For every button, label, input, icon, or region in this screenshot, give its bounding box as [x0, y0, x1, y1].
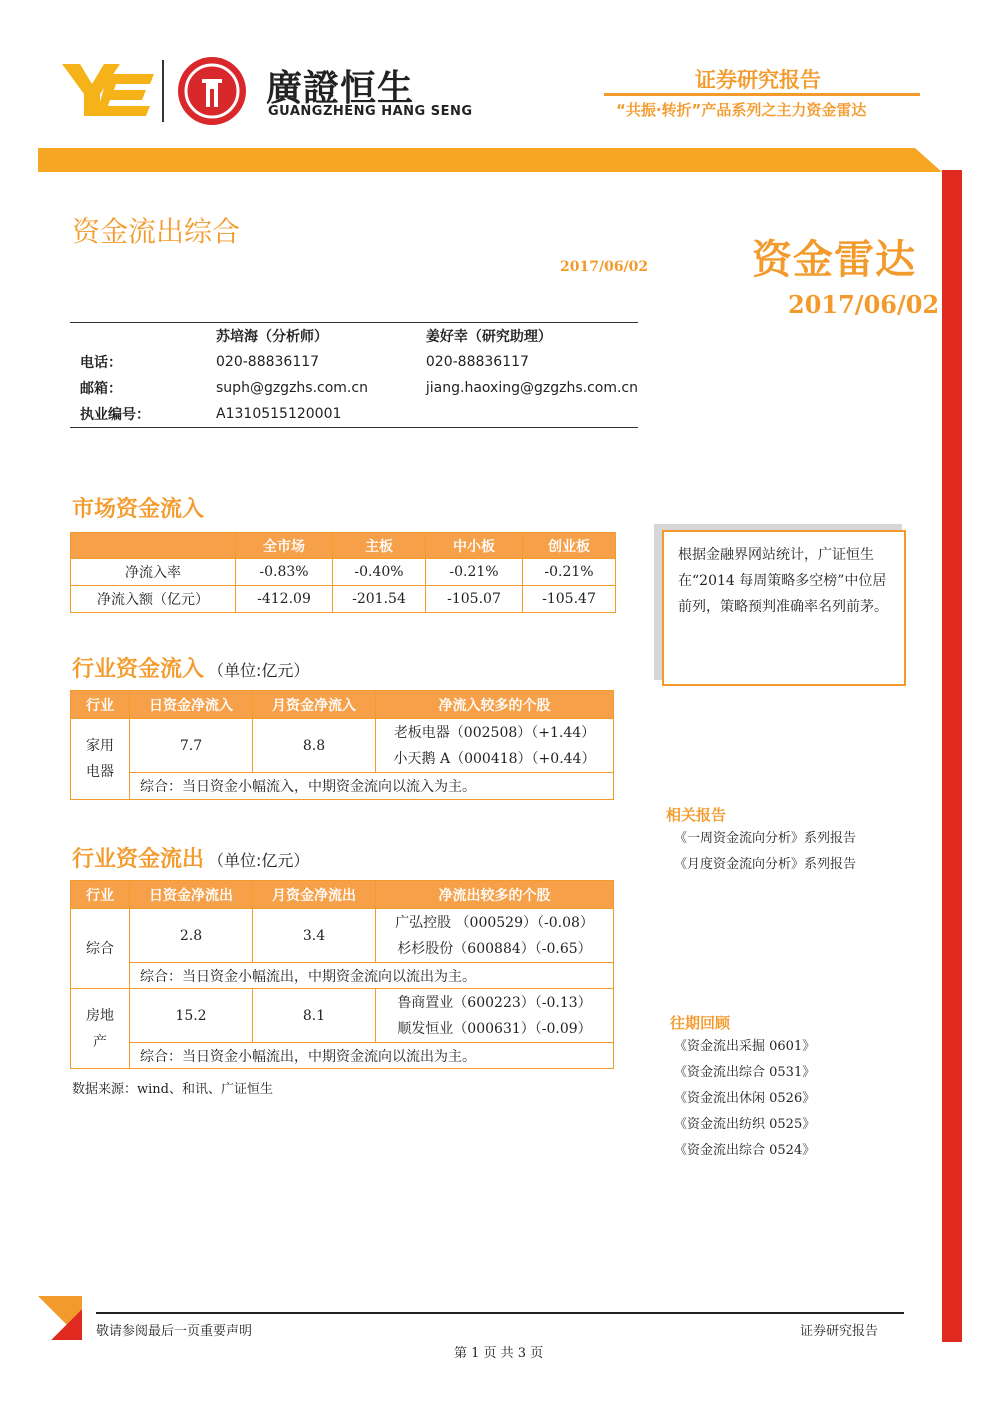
industry-cell	[71, 719, 130, 800]
email-label: 邮箱：	[80, 381, 122, 397]
monthly-value: 8.8	[253, 719, 376, 773]
outflow-header-0: 行业	[71, 881, 130, 909]
inflow-heading-text: 行业资金流入	[72, 657, 205, 682]
email-1[interactable]: suph@gzgzhs.com.cn	[216, 380, 368, 396]
hang-seng-logo-icon	[178, 57, 246, 125]
market-cell: -0.83%	[236, 559, 333, 586]
header-rule	[604, 93, 920, 96]
market-header-1: 全市场	[236, 533, 333, 559]
outflow-unit: （单位:亿元）	[208, 851, 310, 870]
daily-value: 15.2	[130, 989, 253, 1043]
market-heading: 市场资金流入	[72, 497, 205, 522]
market-header-3: 中小板	[426, 533, 523, 559]
industry-line-2: 产	[93, 1033, 107, 1050]
table-row	[71, 559, 616, 586]
industry-line-1: 综合	[86, 940, 114, 957]
company-name-en: GUANGZHENG HANG SENG	[268, 104, 473, 119]
phone-2: 020-88836117	[425, 354, 529, 370]
summary-text: 综合：当日资金小幅流入，中期资金流向以流入为主。	[130, 773, 614, 800]
analyst-info	[70, 322, 638, 428]
data-source: 数据来源：wind、和讯、广证恒生	[72, 1082, 273, 1097]
table-row	[71, 586, 616, 613]
footer-doc-type: 证券研究报告	[800, 1324, 879, 1339]
license-1: A1310515120001	[216, 406, 342, 422]
related-list	[674, 826, 856, 878]
radar-title: 资金雷达	[752, 237, 916, 283]
top-band	[38, 148, 942, 172]
doc-type: 证券研究报告	[695, 68, 821, 92]
logo-separator	[162, 60, 164, 122]
stock-line: 顺发恒业（000631）（-0.09）	[397, 1020, 592, 1037]
summary-text: 综合：当日资金小幅流出，中期资金流向以流出为主。	[130, 1043, 614, 1069]
past-item[interactable]: 《资金流出休闲 0526》	[674, 1091, 816, 1106]
past-item[interactable]: 《资金流出综合 0531》	[674, 1065, 816, 1080]
monthly-value: 3.4	[253, 909, 376, 963]
inflow-header-1: 日资金净流入	[130, 691, 253, 719]
outflow-heading-text: 行业资金流出	[72, 847, 205, 872]
market-header-2: 主板	[333, 533, 426, 559]
past-item[interactable]: 《资金流出综合 0524》	[674, 1143, 816, 1158]
report-date-right: 2017/06/02	[788, 290, 940, 319]
stocks-cell	[376, 989, 614, 1043]
analyst-name: 苏培海（分析师）	[216, 329, 329, 345]
market-cell: -0.21%	[426, 559, 523, 586]
outflow-header-2: 月资金净流出	[253, 881, 376, 909]
table-row	[71, 989, 614, 1043]
related-heading: 相关报告	[666, 806, 727, 824]
phone-1: 020-88836117	[216, 354, 320, 370]
summary-row	[71, 773, 614, 800]
summary-row	[71, 1043, 614, 1069]
assistant-name: 姜好幸（研究助理）	[425, 329, 552, 345]
license-label: 执业编号：	[80, 407, 150, 423]
report-title: 资金流出综合	[72, 215, 241, 248]
page-number: 第 1 页 共 3 页	[454, 1346, 544, 1361]
stock-line: 鲁商置业（600223）（-0.13）	[397, 994, 592, 1011]
right-red-bar	[942, 170, 962, 1342]
summary-text: 综合：当日资金小幅流出，中期资金流向以流出为主。	[130, 963, 614, 989]
market-cell: 净流入额（亿元）	[71, 586, 236, 613]
outflow-table	[70, 880, 614, 1069]
stock-line: 老板电器（002508）（+1.44）	[393, 724, 596, 741]
market-cell: -0.40%	[333, 559, 426, 586]
market-cell: -0.21%	[523, 559, 616, 586]
series-name: “共振·转折”产品系列之主力资金雷达	[616, 101, 867, 119]
footer-disclaimer: 敬请参阅最后一页重要声明	[96, 1324, 253, 1339]
stock-line: 小天鹅 A（000418）（+0.44）	[393, 750, 596, 767]
stock-line: 广弘控股 （000529）（-0.08）	[395, 914, 594, 931]
inflow-unit: （单位:亿元）	[208, 661, 310, 680]
inflow-header-0: 行业	[71, 691, 130, 719]
outflow-header-1: 日资金净流出	[130, 881, 253, 909]
industry-line-2: 电器	[86, 764, 114, 780]
inflow-header-2: 月资金净流入	[253, 691, 376, 719]
monthly-value: 8.1	[253, 989, 376, 1043]
email-2[interactable]: jiang.haoxing@gzgzhs.com.cn	[425, 380, 638, 396]
daily-value: 7.7	[130, 719, 253, 773]
past-item[interactable]: 《资金流出纺织 0525》	[674, 1117, 816, 1132]
stocks-cell	[376, 909, 614, 963]
industry-line-1: 房地	[86, 1007, 114, 1024]
past-list	[674, 1034, 815, 1164]
outflow-header-3: 净流出较多的个股	[376, 881, 614, 909]
summary-row	[71, 963, 614, 989]
note-box: 根据金融界网站统计，广证恒生在“2014 每周策略多空榜”中位居前列，策略预判准确率名列前茅。	[662, 530, 906, 686]
daily-value: 2.8	[130, 909, 253, 963]
table-row	[71, 719, 614, 773]
market-table	[70, 532, 616, 613]
related-item[interactable]: 《月度资金流向分析》系列报告	[674, 857, 857, 872]
market-header-4: 创业板	[523, 533, 616, 559]
related-item[interactable]: 《一周资金流向分析》系列报告	[674, 831, 857, 846]
ye-logo-icon	[62, 62, 154, 118]
stocks-cell	[376, 719, 614, 773]
inflow-header-3: 净流入较多的个股	[376, 691, 614, 719]
industry-line-1: 家用	[86, 738, 114, 754]
stock-line: 杉杉股份（600884）（-0.65）	[397, 940, 592, 957]
inflow-table	[70, 690, 614, 800]
market-cell: -412.09	[236, 586, 333, 613]
outflow-heading	[72, 842, 309, 873]
market-cell: -105.07	[426, 586, 523, 613]
license-2	[426, 401, 638, 427]
industry-cell	[71, 989, 130, 1069]
table-row	[71, 909, 614, 963]
company-name-cn: 廣證恒生	[266, 68, 415, 109]
inflow-heading	[72, 652, 309, 683]
phone-label: 电话：	[80, 355, 122, 371]
footer-rule	[96, 1312, 904, 1314]
market-cell: -105.47	[523, 586, 616, 613]
report-date-left: 2017/06/02	[560, 259, 649, 275]
industry-cell	[71, 909, 130, 989]
market-header-0	[71, 533, 236, 559]
past-heading: 往期回顾	[670, 1014, 731, 1032]
market-cell: -201.54	[333, 586, 426, 613]
market-cell: 净流入率	[71, 559, 236, 586]
past-item[interactable]: 《资金流出采掘 0601》	[674, 1039, 816, 1054]
